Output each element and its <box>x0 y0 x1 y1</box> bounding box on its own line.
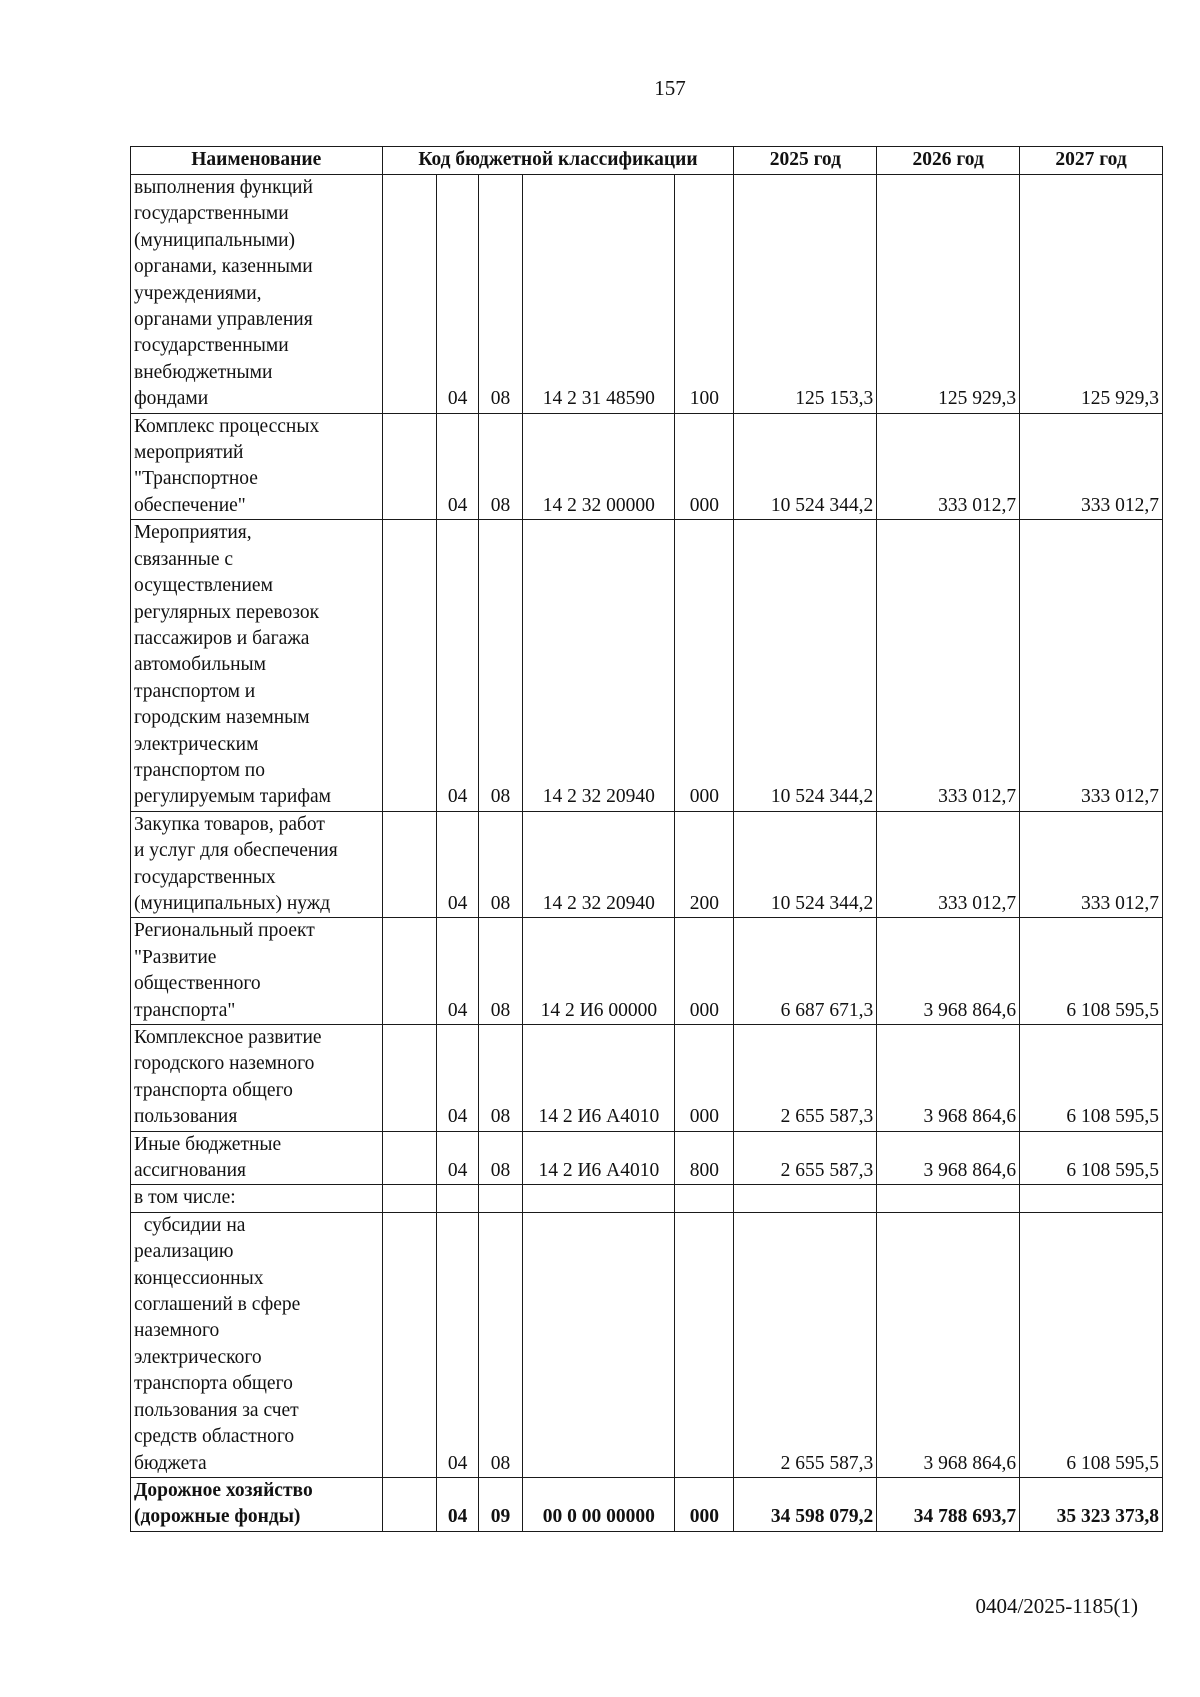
cell-amount-2026: 3 968 864,6 <box>877 918 1020 1025</box>
name-line: (муниципальных) нужд <box>134 892 331 914</box>
cell-expense-type: 000 <box>675 520 734 811</box>
cell-section: 04 <box>437 1477 478 1531</box>
cell-name <box>131 1185 383 1212</box>
cell-amount-2027: 333 012,7 <box>1020 413 1163 520</box>
cell-blank <box>382 520 437 811</box>
cell-expense-type <box>675 1212 734 1477</box>
cell-expense-type <box>675 1185 734 1212</box>
name-line: регулярных перевозок <box>134 601 320 623</box>
cell-expense-type: 000 <box>675 918 734 1025</box>
cell-subsection: 08 <box>478 413 523 520</box>
cell-amount-2026: 3 968 864,6 <box>877 1131 1020 1185</box>
cell-section: 04 <box>437 175 478 414</box>
cell-target-article: 14 2 И6 А4010 <box>523 1131 675 1185</box>
cell-name <box>131 1025 383 1132</box>
cell-amount-2027 <box>1020 1185 1163 1212</box>
name-line: электрического <box>134 1346 262 1368</box>
cell-amount-2026: 125 929,3 <box>877 175 1020 414</box>
cell-amount-2027: 125 929,3 <box>1020 175 1163 414</box>
cell-amount-2027: 35 323 373,8 <box>1020 1477 1163 1531</box>
cell-expense-type: 000 <box>675 1025 734 1132</box>
cell-target-article: 14 2 И6 А4010 <box>523 1025 675 1132</box>
cell-target-article: 14 2 32 00000 <box>523 413 675 520</box>
name-line: (дорожные фонды) <box>134 1506 301 1528</box>
cell-blank <box>382 1185 437 1212</box>
cell-subsection: 09 <box>478 1477 523 1531</box>
name-line: регулируемым тарифам <box>134 786 331 808</box>
name-line: пользования за счет <box>134 1399 299 1421</box>
name-line: государственными <box>134 335 289 357</box>
cell-blank <box>382 1212 437 1477</box>
name-line: пассажиров и багажа <box>134 627 310 649</box>
cell-section: 04 <box>437 1131 478 1185</box>
cell-subsection: 08 <box>478 918 523 1025</box>
cell-expense-type: 000 <box>675 413 734 520</box>
cell-amount-2027: 6 108 595,5 <box>1020 1025 1163 1132</box>
cell-blank <box>382 811 437 918</box>
name-line: транспорта общего <box>134 1079 293 1101</box>
cell-subsection: 08 <box>478 1212 523 1477</box>
cell-subsection: 08 <box>478 1025 523 1132</box>
cell-amount-2026: 3 968 864,6 <box>877 1212 1020 1477</box>
name-line: концессионных <box>134 1267 264 1289</box>
cell-name <box>131 175 383 414</box>
name-line: общественного <box>134 973 261 995</box>
name-line: Закупка товаров, работ <box>134 813 325 835</box>
cell-blank <box>382 1477 437 1531</box>
cell-amount-2025: 6 687 671,3 <box>734 918 877 1025</box>
cell-subsection: 08 <box>478 175 523 414</box>
name-line: наземного <box>134 1320 220 1342</box>
header-2026: 2026 год <box>877 147 1020 175</box>
cell-expense-type: 200 <box>675 811 734 918</box>
cell-amount-2026: 34 788 693,7 <box>877 1477 1020 1531</box>
table-row <box>131 918 1163 1025</box>
name-line: средств областного <box>134 1426 295 1448</box>
name-line: транспортом и <box>134 680 256 702</box>
name-line: городским наземным <box>134 707 310 729</box>
cell-blank <box>382 1131 437 1185</box>
cell-amount-2026: 333 012,7 <box>877 520 1020 811</box>
name-line: соглашений в сфере <box>134 1294 301 1316</box>
table-body <box>131 175 1163 1532</box>
name-line: транспортом по <box>134 759 265 781</box>
cell-section: 04 <box>437 1212 478 1477</box>
name-line: бюджета <box>134 1452 207 1474</box>
cell-blank <box>382 918 437 1025</box>
cell-amount-2026 <box>877 1185 1020 1212</box>
name-line: Иные бюджетные <box>134 1133 282 1155</box>
cell-subsection: 08 <box>478 811 523 918</box>
table-row <box>131 1477 1163 1531</box>
name-line: транспорта общего <box>134 1373 293 1395</box>
table-row <box>131 520 1163 811</box>
name-line: электрическим <box>134 733 259 755</box>
name-line: ассигнования <box>134 1160 247 1182</box>
name-line: Региональный проект <box>134 920 315 942</box>
document-number: 0404/2025-1185(1) <box>975 1594 1138 1618</box>
cell-amount-2025: 10 524 344,2 <box>734 520 877 811</box>
cell-amount-2027: 6 108 595,5 <box>1020 1131 1163 1185</box>
name-line: "Транспортное <box>134 468 258 490</box>
name-line: обеспечение" <box>134 494 246 516</box>
name-line: внебюджетными <box>134 361 273 383</box>
header-2027: 2027 год <box>1020 147 1163 175</box>
cell-target-article: 00 0 00 00000 <box>523 1477 675 1531</box>
page-number: 157 <box>654 76 686 100</box>
cell-section: 04 <box>437 811 478 918</box>
cell-name <box>131 520 383 811</box>
cell-target-article: 14 2 32 20940 <box>523 520 675 811</box>
name-line: органами, казенными <box>134 256 313 278</box>
cell-name <box>131 413 383 520</box>
cell-amount-2025: 10 524 344,2 <box>734 413 877 520</box>
cell-target-article: 14 2 32 20940 <box>523 811 675 918</box>
header-2025: 2025 год <box>734 147 877 175</box>
name-line: органами управления <box>134 309 313 331</box>
name-line: фондами <box>134 388 209 410</box>
name-line: "Развитие <box>134 946 217 968</box>
cell-amount-2025: 2 655 587,3 <box>734 1025 877 1132</box>
table-row <box>131 1131 1163 1185</box>
name-line: учреждениями, <box>134 282 262 304</box>
name-line: государственными <box>134 203 289 225</box>
cell-target-article <box>523 1212 675 1477</box>
name-line: Комплексное развитие <box>134 1027 322 1048</box>
header-code: Код бюджетной классификации <box>382 147 734 175</box>
name-line: городского наземного <box>134 1053 315 1075</box>
cell-amount-2025: 34 598 079,2 <box>734 1477 877 1531</box>
cell-expense-type: 800 <box>675 1131 734 1185</box>
table-row <box>131 1185 1163 1212</box>
name-line: в том числе: <box>134 1187 236 1209</box>
table-row <box>131 413 1163 520</box>
cell-target-article <box>523 1185 675 1212</box>
cell-name <box>131 1131 383 1185</box>
cell-amount-2025 <box>734 1185 877 1212</box>
header-name: Наименование <box>131 147 383 175</box>
cell-section: 04 <box>437 520 478 811</box>
cell-amount-2027: 333 012,7 <box>1020 811 1163 918</box>
cell-section: 04 <box>437 1025 478 1132</box>
cell-target-article: 14 2 31 48590 <box>523 175 675 414</box>
cell-name <box>131 1212 383 1477</box>
budget-table <box>130 146 1163 1532</box>
name-line: реализацию <box>134 1241 234 1263</box>
name-line: Дорожное хозяйство <box>134 1479 313 1501</box>
cell-blank <box>382 413 437 520</box>
name-line: транспорта" <box>134 999 236 1021</box>
cell-subsection: 08 <box>478 520 523 811</box>
name-line: Комплекс процессных <box>134 415 320 437</box>
table-header-row <box>131 147 1163 175</box>
name-line: связанные с <box>134 548 234 570</box>
table-row <box>131 1025 1163 1132</box>
cell-amount-2026: 3 968 864,6 <box>877 1025 1020 1132</box>
cell-amount-2025: 2 655 587,3 <box>734 1131 877 1185</box>
cell-expense-type: 100 <box>675 175 734 414</box>
cell-name <box>131 918 383 1025</box>
cell-expense-type: 000 <box>675 1477 734 1531</box>
cell-amount-2027: 6 108 595,5 <box>1020 1212 1163 1477</box>
table-row <box>131 811 1163 918</box>
cell-blank <box>382 1025 437 1132</box>
cell-amount-2026: 333 012,7 <box>877 811 1020 918</box>
name-line: и услуг для обеспечения <box>134 840 338 862</box>
cell-name <box>131 811 383 918</box>
cell-section <box>437 1185 478 1212</box>
name-line: пользования <box>134 1106 238 1128</box>
cell-amount-2025: 2 655 587,3 <box>734 1212 877 1477</box>
table-row <box>131 1212 1163 1477</box>
name-line: мероприятий <box>134 442 244 464</box>
cell-blank <box>382 175 437 414</box>
name-line: осуществлением <box>134 575 273 597</box>
cell-amount-2025: 10 524 344,2 <box>734 811 877 918</box>
cell-amount-2026: 333 012,7 <box>877 413 1020 520</box>
cell-subsection: 08 <box>478 1131 523 1185</box>
cell-amount-2025: 125 153,3 <box>734 175 877 414</box>
name-line: (муниципальными) <box>134 229 296 251</box>
name-line: Мероприятия, <box>134 522 252 544</box>
name-line: автомобильным <box>134 654 266 676</box>
cell-section: 04 <box>437 413 478 520</box>
cell-amount-2027: 333 012,7 <box>1020 520 1163 811</box>
name-line: выполнения функций <box>134 177 313 198</box>
cell-amount-2027: 6 108 595,5 <box>1020 918 1163 1025</box>
name-line: государственных <box>134 866 276 888</box>
table-row <box>131 175 1163 414</box>
cell-section: 04 <box>437 918 478 1025</box>
name-line: субсидии на <box>134 1214 246 1236</box>
cell-target-article: 14 2 И6 00000 <box>523 918 675 1025</box>
cell-name <box>131 1477 383 1531</box>
cell-subsection <box>478 1185 523 1212</box>
